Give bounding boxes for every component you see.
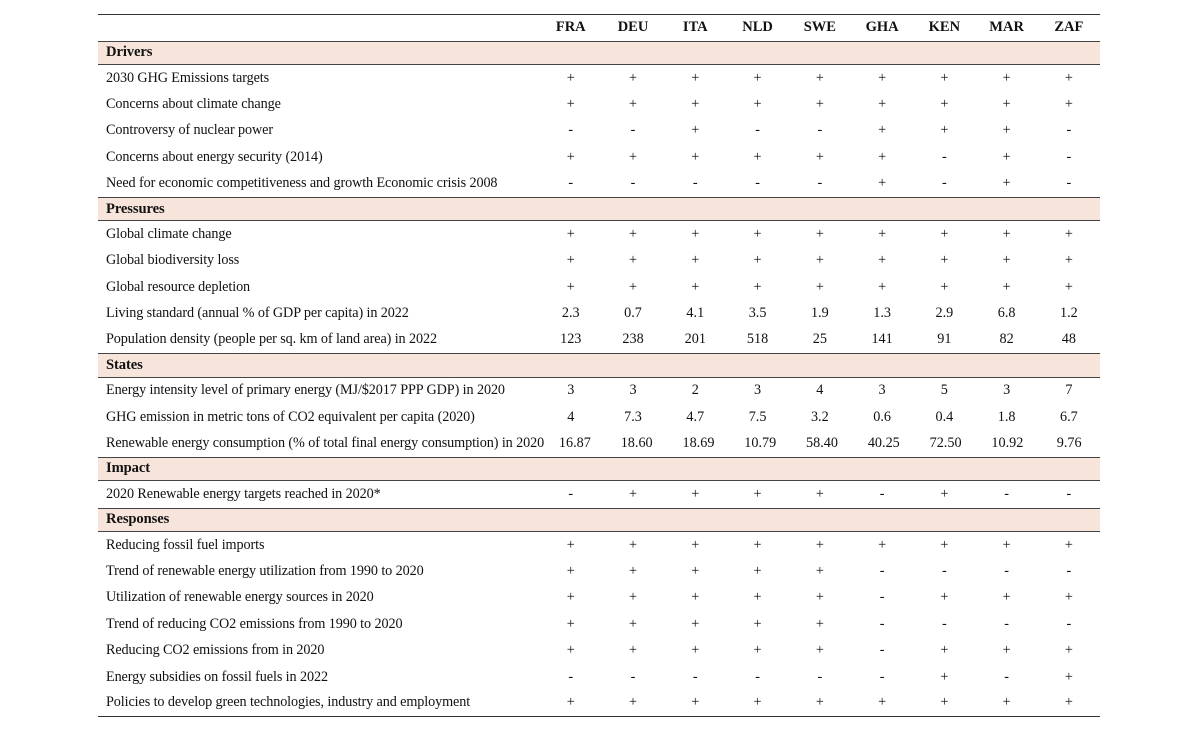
- value-cell-zaf: +: [1064, 536, 1073, 553]
- value-cell-zaf: +: [1064, 225, 1073, 242]
- value-cell-deu: -: [630, 175, 636, 192]
- value-cell-ita: +: [691, 278, 700, 295]
- value-cell-mar: +: [1002, 278, 1011, 295]
- value-cell-ita: +: [691, 589, 700, 606]
- column-header-gha: GHA: [865, 19, 899, 36]
- row-label: Population density (people per sq. km of land area) in 2022: [106, 331, 437, 348]
- value-cell-ita: +: [691, 252, 700, 269]
- value-cell-deu: 0.7: [624, 305, 642, 322]
- row-label: Energy subsidies on fossil fuels in 2022: [106, 668, 328, 685]
- value-cell-swe: +: [815, 95, 824, 112]
- value-cell-gha: -: [879, 615, 885, 632]
- value-cell-nld: +: [753, 225, 762, 242]
- value-cell-swe: +: [815, 252, 824, 269]
- value-cell-ken: 5: [940, 382, 948, 399]
- value-cell-mar: +: [1002, 95, 1011, 112]
- value-cell-ita: +: [691, 122, 700, 139]
- value-cell-fra: 2.3: [561, 305, 580, 322]
- section-title: Drivers: [106, 44, 153, 61]
- value-cell-swe: 3.2: [810, 408, 829, 425]
- value-cell-fra: +: [566, 148, 575, 165]
- value-cell-gha: +: [878, 536, 887, 553]
- value-cell-ken: 72.50: [929, 435, 962, 452]
- row-label: Utilization of renewable energy sources in 2020: [106, 589, 374, 606]
- value-cell-swe: +: [815, 485, 824, 502]
- row-label: 2030 GHG Emissions targets: [106, 69, 270, 86]
- value-cell-zaf: +: [1064, 642, 1073, 659]
- value-cell-fra: 4: [567, 408, 575, 425]
- value-cell-ita: +: [691, 615, 700, 632]
- value-cell-mar: +: [1002, 642, 1011, 659]
- value-cell-deu: +: [629, 642, 638, 659]
- value-cell-ita: -: [692, 175, 698, 192]
- value-cell-gha: +: [878, 148, 887, 165]
- value-cell-zaf: +: [1064, 278, 1073, 295]
- value-cell-zaf: +: [1064, 589, 1073, 606]
- table-row: [98, 65, 1100, 91]
- value-cell-ita: 201: [684, 331, 706, 348]
- value-cell-ken: +: [940, 225, 949, 242]
- value-cell-ken: -: [941, 615, 947, 632]
- value-cell-mar: +: [1002, 175, 1011, 192]
- value-cell-nld: +: [753, 95, 762, 112]
- value-cell-fra: -: [568, 122, 574, 139]
- value-cell-ita: +: [691, 148, 700, 165]
- value-cell-ita: -: [692, 668, 698, 685]
- value-cell-ita: 4.1: [686, 305, 705, 322]
- value-cell-fra: +: [566, 536, 575, 553]
- value-cell-nld: +: [753, 485, 762, 502]
- value-cell-ita: 4.7: [686, 408, 705, 425]
- value-cell-zaf: 6.7: [1060, 408, 1078, 425]
- column-header-swe: SWE: [803, 19, 836, 36]
- table-row: [98, 532, 1100, 558]
- value-cell-nld: 10.79: [744, 435, 777, 452]
- value-cell-swe: +: [815, 278, 824, 295]
- value-cell-mar: +: [1002, 536, 1011, 553]
- value-cell-swe: +: [815, 69, 824, 86]
- value-cell-fra: 16.87: [558, 435, 591, 452]
- value-cell-fra: 3: [567, 382, 575, 399]
- value-cell-ken: +: [940, 694, 949, 711]
- value-cell-ken: +: [940, 69, 949, 86]
- section-header-impact: [98, 457, 1100, 481]
- value-cell-ken: +: [940, 278, 949, 295]
- table-row: [98, 170, 1100, 196]
- value-cell-deu: +: [629, 536, 638, 553]
- value-cell-fra: +: [566, 694, 575, 711]
- value-cell-ken: +: [940, 589, 949, 606]
- value-cell-deu: +: [629, 95, 638, 112]
- value-cell-gha: 40.25: [867, 435, 900, 452]
- table-row: [98, 637, 1100, 663]
- value-cell-nld: +: [753, 615, 762, 632]
- row-label: Global climate change: [106, 225, 232, 242]
- value-cell-gha: +: [878, 95, 887, 112]
- value-cell-swe: +: [815, 536, 824, 553]
- table-row: [98, 690, 1100, 716]
- table-row: [98, 664, 1100, 690]
- value-cell-swe: 1.9: [810, 305, 829, 322]
- column-header-nld: NLD: [742, 19, 773, 36]
- value-cell-nld: -: [755, 122, 760, 139]
- row-label: Controversy of nuclear power: [106, 122, 273, 139]
- value-cell-swe: 4: [816, 382, 824, 399]
- value-cell-gha: +: [878, 278, 887, 295]
- value-cell-mar: 10.92: [991, 435, 1024, 452]
- table-row: [98, 481, 1100, 507]
- value-cell-fra: -: [568, 485, 574, 502]
- value-cell-nld: 518: [746, 331, 769, 348]
- value-cell-nld: -: [755, 175, 760, 192]
- value-cell-ita: +: [691, 485, 700, 502]
- value-cell-deu: +: [629, 694, 638, 711]
- section-title: Responses: [106, 511, 170, 528]
- value-cell-swe: +: [815, 642, 824, 659]
- value-cell-mar: -: [1004, 485, 1009, 502]
- value-cell-mar: +: [1002, 694, 1011, 711]
- value-cell-nld: +: [753, 252, 762, 269]
- value-cell-ita: +: [691, 536, 700, 553]
- table-row: [98, 118, 1100, 144]
- value-cell-ken: -: [941, 175, 947, 192]
- value-cell-ita: +: [691, 563, 700, 579]
- value-cell-mar: +: [1002, 122, 1011, 139]
- value-cell-ita: +: [691, 95, 700, 112]
- value-cell-gha: +: [878, 694, 887, 711]
- value-cell-mar: +: [1002, 69, 1011, 86]
- section-title: Impact: [106, 460, 150, 477]
- value-cell-fra: +: [566, 252, 575, 269]
- column-header-deu: DEU: [617, 19, 649, 36]
- row-label: Concerns about energy security (2014): [106, 148, 323, 165]
- section-header-states: [98, 353, 1100, 377]
- row-label: Global resource depletion: [106, 278, 251, 295]
- value-cell-deu: +: [629, 252, 638, 269]
- value-cell-zaf: 1.2: [1060, 305, 1078, 322]
- row-label: Concerns about climate change: [106, 95, 281, 112]
- value-cell-fra: +: [566, 563, 575, 579]
- value-cell-mar: 82: [999, 331, 1014, 348]
- row-label: 2020 Renewable energy targets reached in 2020*: [106, 485, 381, 502]
- column-header-row: [98, 14, 1100, 41]
- column-header-ita: ITA: [682, 19, 708, 36]
- value-cell-fra: +: [566, 225, 575, 242]
- value-cell-fra: -: [568, 175, 574, 192]
- value-cell-gha: 1.3: [873, 305, 891, 322]
- value-cell-ita: +: [691, 225, 700, 242]
- value-cell-deu: +: [629, 278, 638, 295]
- value-cell-gha: 3: [878, 382, 886, 399]
- value-cell-zaf: -: [1066, 148, 1072, 165]
- value-cell-fra: -: [568, 668, 574, 685]
- value-cell-zaf: -: [1066, 175, 1072, 192]
- table-row: [98, 585, 1100, 611]
- value-cell-ken: +: [940, 642, 949, 659]
- value-cell-gha: -: [879, 563, 885, 579]
- value-cell-zaf: 48: [1061, 331, 1076, 348]
- table-row: [98, 91, 1100, 117]
- value-cell-swe: +: [815, 694, 824, 711]
- row-label: Renewable energy consumption (% of total final energy consumption) in 2020: [106, 435, 545, 452]
- row-label: Trend of reducing CO2 emissions from 1990 to 2020: [106, 615, 403, 632]
- value-cell-ita: +: [691, 642, 700, 659]
- value-cell-deu: +: [629, 148, 638, 165]
- value-cell-zaf: -: [1066, 122, 1072, 139]
- value-cell-nld: 7.5: [748, 408, 767, 425]
- value-cell-mar: -: [1004, 668, 1009, 685]
- row-label: Reducing fossil fuel imports: [106, 536, 265, 553]
- value-cell-ita: +: [691, 69, 700, 86]
- table-row: [98, 430, 1100, 456]
- value-cell-swe: +: [815, 615, 824, 632]
- row-label: Need for economic competitiveness and growth Economic crisis 2008: [106, 175, 498, 192]
- value-cell-swe: +: [815, 563, 824, 579]
- value-cell-nld: 3.5: [748, 305, 767, 322]
- value-cell-nld: +: [753, 589, 762, 606]
- value-cell-swe: +: [815, 148, 824, 165]
- table-row: [98, 221, 1100, 247]
- row-label: Global biodiversity loss: [106, 252, 240, 269]
- value-cell-deu: -: [630, 668, 636, 685]
- value-cell-zaf: -: [1066, 563, 1072, 579]
- table-row: [98, 300, 1100, 326]
- value-cell-gha: 0.6: [873, 408, 891, 425]
- value-cell-fra: +: [566, 278, 575, 295]
- value-cell-ken: +: [940, 122, 949, 139]
- value-cell-deu: +: [629, 69, 638, 86]
- value-cell-deu: 7.3: [624, 408, 642, 425]
- value-cell-mar: 3: [1003, 382, 1011, 399]
- value-cell-nld: -: [755, 668, 760, 685]
- value-cell-swe: +: [815, 225, 824, 242]
- value-cell-deu: 3: [629, 382, 637, 399]
- value-cell-ken: 91: [937, 331, 952, 348]
- value-cell-zaf: +: [1064, 69, 1073, 86]
- value-cell-gha: +: [878, 225, 887, 242]
- value-cell-ken: -: [941, 148, 947, 165]
- value-cell-fra: +: [566, 69, 575, 86]
- value-cell-swe: -: [817, 668, 823, 685]
- table-row: [98, 378, 1100, 404]
- table-row: [98, 558, 1100, 584]
- value-cell-zaf: +: [1064, 95, 1073, 112]
- value-cell-nld: +: [753, 148, 762, 165]
- row-label: Energy intensity level of primary energy (MJ/$2017 PPP GDP) in 2020: [106, 382, 505, 399]
- section-header-drivers: [98, 41, 1100, 65]
- table-row: [98, 248, 1100, 274]
- value-cell-fra: +: [566, 95, 575, 112]
- value-cell-fra: +: [566, 642, 575, 659]
- value-cell-ita: 18.69: [682, 435, 715, 452]
- row-label: Reducing CO2 emissions from in 2020: [106, 642, 325, 659]
- value-cell-gha: +: [878, 69, 887, 86]
- value-cell-gha: +: [878, 175, 887, 192]
- row-label: Policies to develop green technologies, industry and employment: [106, 694, 471, 711]
- table-row: [98, 274, 1100, 300]
- dpsir-table: [98, 14, 1100, 717]
- value-cell-gha: +: [878, 122, 887, 139]
- value-cell-ita: 2: [691, 382, 699, 399]
- value-cell-ita: +: [691, 694, 700, 711]
- value-cell-fra: 123: [560, 331, 582, 348]
- value-cell-swe: 25: [812, 331, 827, 348]
- value-cell-deu: +: [629, 615, 638, 632]
- value-cell-nld: +: [753, 278, 762, 295]
- row-label: GHG emission in metric tons of CO2 equivalent per capita (2020): [106, 408, 475, 425]
- value-cell-ken: -: [941, 563, 947, 579]
- section-header-responses: [98, 508, 1100, 532]
- value-cell-mar: -: [1004, 563, 1009, 579]
- value-cell-ken: +: [940, 252, 949, 269]
- value-cell-deu: 238: [622, 331, 644, 348]
- value-cell-fra: +: [566, 615, 575, 632]
- value-cell-nld: +: [753, 694, 762, 711]
- value-cell-deu: 18.60: [620, 435, 653, 452]
- section-title: Pressures: [106, 200, 165, 217]
- value-cell-swe: +: [815, 589, 824, 606]
- value-cell-mar: +: [1002, 252, 1011, 269]
- table-row: [98, 327, 1100, 353]
- value-cell-zaf: +: [1064, 252, 1073, 269]
- section-title: States: [106, 356, 143, 373]
- column-header-ken: KEN: [928, 19, 961, 36]
- value-cell-zaf: -: [1066, 485, 1072, 502]
- table-row: [98, 404, 1100, 430]
- row-label: Trend of renewable energy utilization from 1990 to 2020: [106, 563, 424, 579]
- column-header-zaf: ZAF: [1054, 19, 1084, 36]
- value-cell-deu: +: [629, 485, 638, 502]
- value-cell-deu: +: [629, 225, 638, 242]
- value-cell-zaf: 9.76: [1056, 435, 1082, 452]
- value-cell-gha: +: [878, 252, 887, 269]
- row-label: Living standard (annual % of GDP per capita) in 2022: [106, 305, 409, 322]
- value-cell-ken: +: [940, 536, 949, 553]
- value-cell-mar: +: [1002, 589, 1011, 606]
- value-cell-ken: 2.9: [935, 305, 954, 322]
- column-header-fra: FRA: [555, 19, 586, 36]
- value-cell-zaf: -: [1066, 615, 1072, 632]
- value-cell-fra: +: [566, 589, 575, 606]
- value-cell-gha: -: [879, 668, 885, 685]
- value-cell-swe: -: [817, 122, 823, 139]
- value-cell-ken: +: [940, 668, 949, 685]
- value-cell-nld: +: [753, 69, 762, 86]
- value-cell-swe: 58.40: [806, 435, 838, 452]
- section-header-pressures: [98, 197, 1100, 221]
- value-cell-gha: -: [879, 642, 885, 659]
- value-cell-nld: +: [753, 642, 762, 659]
- value-cell-zaf: +: [1064, 694, 1073, 711]
- value-cell-ken: +: [940, 485, 949, 502]
- value-cell-zaf: +: [1064, 668, 1073, 685]
- value-cell-gha: 141: [871, 331, 893, 348]
- value-cell-deu: +: [629, 563, 638, 579]
- value-cell-mar: -: [1004, 615, 1009, 632]
- value-cell-mar: 1.8: [997, 408, 1016, 425]
- value-cell-swe: -: [817, 175, 823, 192]
- value-cell-ken: +: [940, 95, 949, 112]
- value-cell-nld: +: [753, 536, 762, 553]
- column-header-mar: MAR: [989, 19, 1024, 36]
- value-cell-mar: +: [1002, 148, 1011, 165]
- value-cell-mar: +: [1002, 225, 1011, 242]
- value-cell-nld: +: [753, 563, 762, 579]
- value-cell-deu: -: [630, 122, 636, 139]
- value-cell-nld: 3: [754, 382, 762, 399]
- table-row: [98, 144, 1100, 170]
- value-cell-ken: 0.4: [935, 408, 954, 425]
- value-cell-gha: -: [879, 485, 885, 502]
- table-row: [98, 611, 1100, 637]
- value-cell-deu: +: [629, 589, 638, 606]
- value-cell-mar: 6.8: [997, 305, 1016, 322]
- value-cell-gha: -: [879, 589, 885, 606]
- value-cell-zaf: 7: [1065, 382, 1073, 399]
